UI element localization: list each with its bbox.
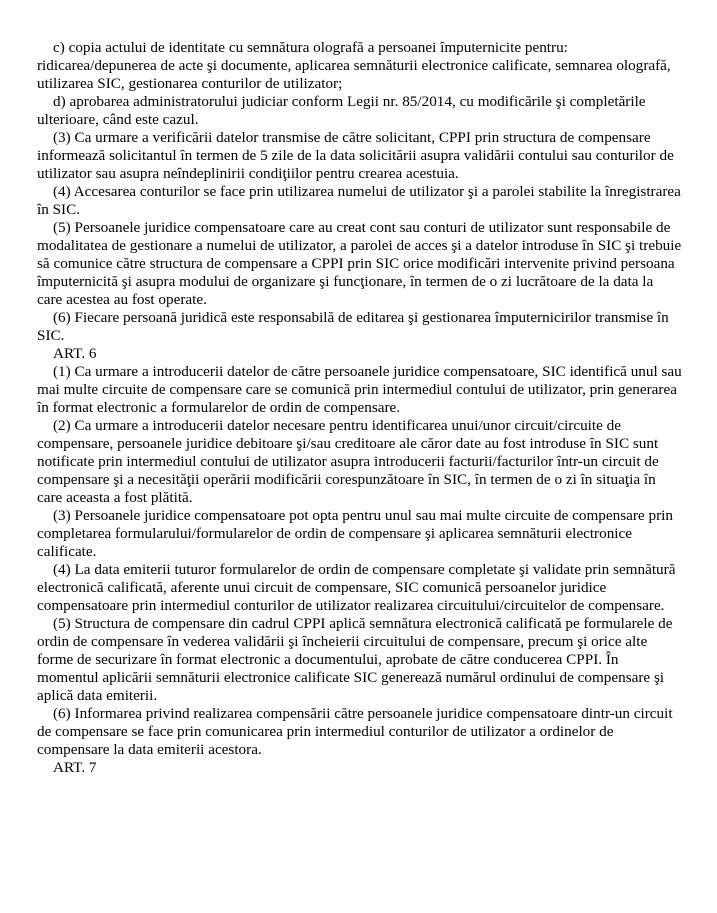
paragraph-d: d) aprobarea administratorului judiciar conform Legii nr. 85/2014, cu modificările şi completările ulterioare, când este cazul.: [37, 93, 646, 128]
paragraph-art5-5: (5) Persoanele juridice compensatoare care au creat cont sau conturi de utilizator sunt responsabile de modalitatea de gestionare a numelui de utilizator, a parolei de acces şi a datelor introduse în SIC şi trebuie să comunice către structura de compensare a CPPI prin SIC orice modificări intervenite privind persoana împuternicită şi asupra modului de organizare şi funcţionare, în termen de o zi lucrătoare de la data la care acestea au fost operate.: [37, 219, 682, 308]
article-heading-7: ART. 7: [53, 759, 97, 776]
paragraph-art6-5: (5) Structura de compensare din cadrul CPPI aplică semnătura electronică calificată pe formularele de ordin de compensare în vederea validării şi încheierii circuitului de compensare, precum şi orice alte forme de securizare în format electronic a documentului, aprobate de către conducerea CPPI. În momentul aplicării semnăturii electronice calificate SIC generează numărul ordinului de compensare şi aplică data emiterii.: [37, 615, 673, 704]
document-page: [37, 39, 682, 777]
paragraph-c: c) copia actului de identitate cu semnătura olografă a persoanei împuternicite pentru: ridicarea/depunerea de acte şi documente, aplicarea semnăturii electronice calificate, semnarea olografă, utilizarea SIC, gestionarea conturilor de utilizator;: [37, 39, 671, 92]
paragraph-art5-3: (3) Ca urmare a verificării datelor transmise de către solicitant, CPPI prin structura de compensare informează solicitantul în termen de 5 zile de la data solicitării asupra validării contului sau conturilor de utilizator sau asupra neîndeplinirii condiţiilor pentru crearea acestuia.: [37, 129, 674, 182]
paragraph-art6-6: (6) Informarea privind realizarea compensării către persoanele juridice compensatoare dintr-un circuit de compensare se face prin comunicarea prin intermediul conturilor de utilizator a ordinelor de compensare la data emiterii acestora.: [37, 705, 673, 758]
paragraph-art6-3: (3) Persoanele juridice compensatoare pot opta pentru unul sau mai multe circuite de compensare prin completarea formularului/formularelor de ordin de compensare şi aplicarea semnăturii electronice calificate.: [37, 507, 673, 560]
paragraph-art5-4: (4) Accesarea conturilor se face prin utilizarea numelui de utilizator şi a parolei stabilite la înregistrarea în SIC.: [37, 183, 681, 218]
paragraph-art6-1: (1) Ca urmare a introducerii datelor de către persoanele juridice compensatoare, SIC identifică unul sau mai multe circuite de compensare care se comunică prin intermediul contului de utilizator, prin generarea în format electronic a formularelor de ordin de compensare.: [37, 363, 682, 416]
paragraph-art6-4: (4) La data emiterii tuturor formularelor de ordin de compensare completate şi validate prin semnătură electronică calificată, aferente unui circuit de compensare, SIC comunică persoanelor juridice compensatoare prin intermediul conturilor de utilizator realizarea circuitului/circuitelor de compensare.: [37, 561, 676, 614]
paragraph-art6-2: (2) Ca urmare a introducerii datelor necesare pentru identificarea unui/unor circuit/circuite de compensare, persoanele juridice debitoare şi/sau creditoare ale căror date au fost introduse în SIC sunt notificate prin intermediul contului de utilizator asupra introducerii facturii/facturilor într-un circuit de compensare şi a necesităţii operării modificării corespunzătoare în SIC, în termen de o zi în situaţia în care aceasta a fost plătită.: [37, 417, 659, 506]
paragraph-art5-6: (6) Fiecare persoană juridică este responsabilă de editarea şi gestionarea împuternicirilor transmise în SIC.: [37, 309, 669, 344]
article-heading-6: ART. 6: [53, 345, 97, 362]
